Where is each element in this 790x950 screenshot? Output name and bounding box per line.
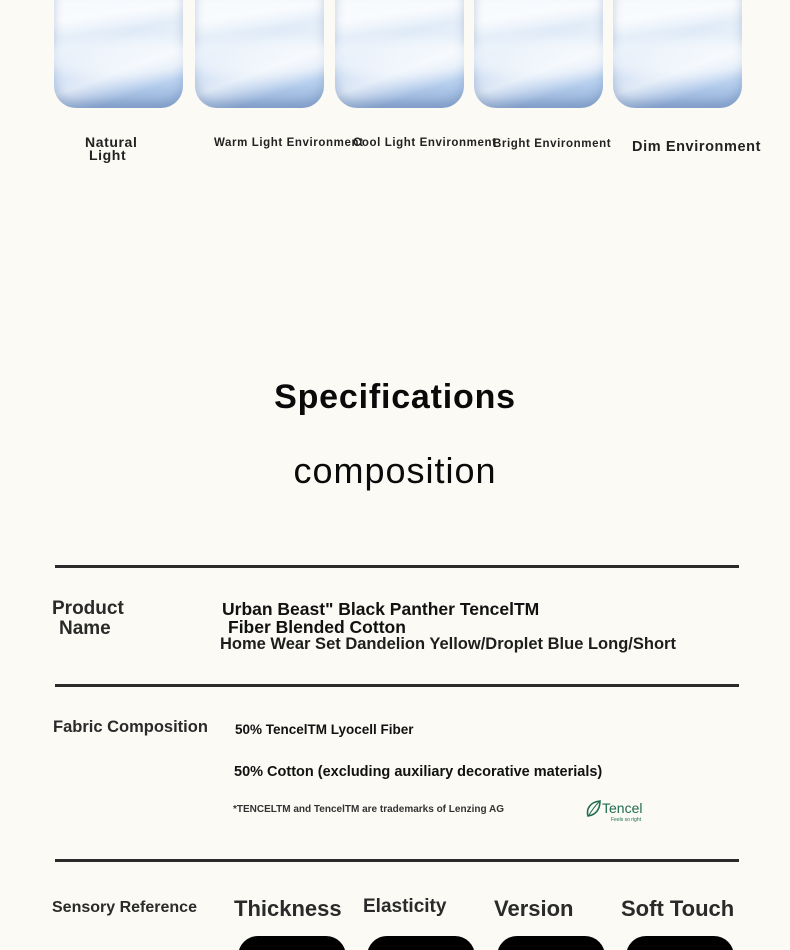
- swatch-label-warm-light: Warm Light Environment: [214, 137, 364, 149]
- sensory-header-soft-touch: Soft Touch: [621, 896, 735, 921]
- divider: [55, 859, 739, 862]
- fabric-composition-label: Fabric Composition: [53, 718, 208, 736]
- sensory-pill-thickness: [238, 936, 346, 950]
- swatch-warm-light: [195, 0, 324, 108]
- tencel-logo: [585, 799, 651, 829]
- sensory-pill-version: [497, 936, 605, 950]
- swatch-dim: [613, 0, 742, 108]
- trademark-note: *TENCELTM and TencelTM are trademarks of Lenzing AG: [233, 804, 504, 815]
- sensory-header-thickness: Thickness: [234, 896, 342, 921]
- swatch-label-cool-light: Cool Light Environment: [353, 137, 497, 149]
- specifications-title: Specifications: [274, 378, 516, 416]
- fabric-line-tencel: 50% TencelTM Lyocell Fiber: [235, 722, 414, 737]
- divider: [55, 684, 739, 687]
- swatch-label-natural-light: [85, 136, 137, 162]
- product-name-label: [52, 599, 124, 639]
- swatch-label-line: Light: [89, 147, 127, 163]
- swatch-bright: [474, 0, 603, 108]
- swatch-label-dim: Dim Environment: [632, 139, 762, 155]
- product-name-line: Urban Beast" Black Panther TencelTM: [222, 599, 540, 619]
- sensory-reference-label: Sensory Reference: [52, 899, 197, 916]
- sensory-pill-elasticity: [367, 936, 475, 950]
- sensory-header-version: Version: [494, 896, 574, 921]
- divider: [55, 565, 739, 568]
- fabric-line-cotton: 50% Cotton (excluding auxiliary decorative materials): [234, 764, 603, 780]
- composition-subtitle: composition: [293, 450, 497, 491]
- product-name-line: Fiber Blended Cotton: [228, 617, 406, 637]
- product-name-value: [222, 600, 539, 636]
- tencel-logo-text: Tencel: [602, 800, 643, 816]
- swatch-label-line: Natural: [85, 134, 138, 150]
- label-line: Product: [52, 598, 124, 619]
- swatch-natural-light: [54, 0, 183, 108]
- sensory-pill-soft-touch: [626, 936, 734, 950]
- swatch-label-bright: Bright Environment: [493, 138, 612, 150]
- label-line: Name: [59, 618, 111, 639]
- tencel-logo-tagline: Feels so right: [611, 817, 642, 823]
- leaf-icon: [585, 799, 603, 819]
- sensory-header-elasticity: Elasticity: [363, 896, 447, 917]
- swatch-cool-light: [335, 0, 464, 108]
- product-name-line3: Home Wear Set Dandelion Yellow/Droplet Blue Long/Short: [220, 635, 676, 653]
